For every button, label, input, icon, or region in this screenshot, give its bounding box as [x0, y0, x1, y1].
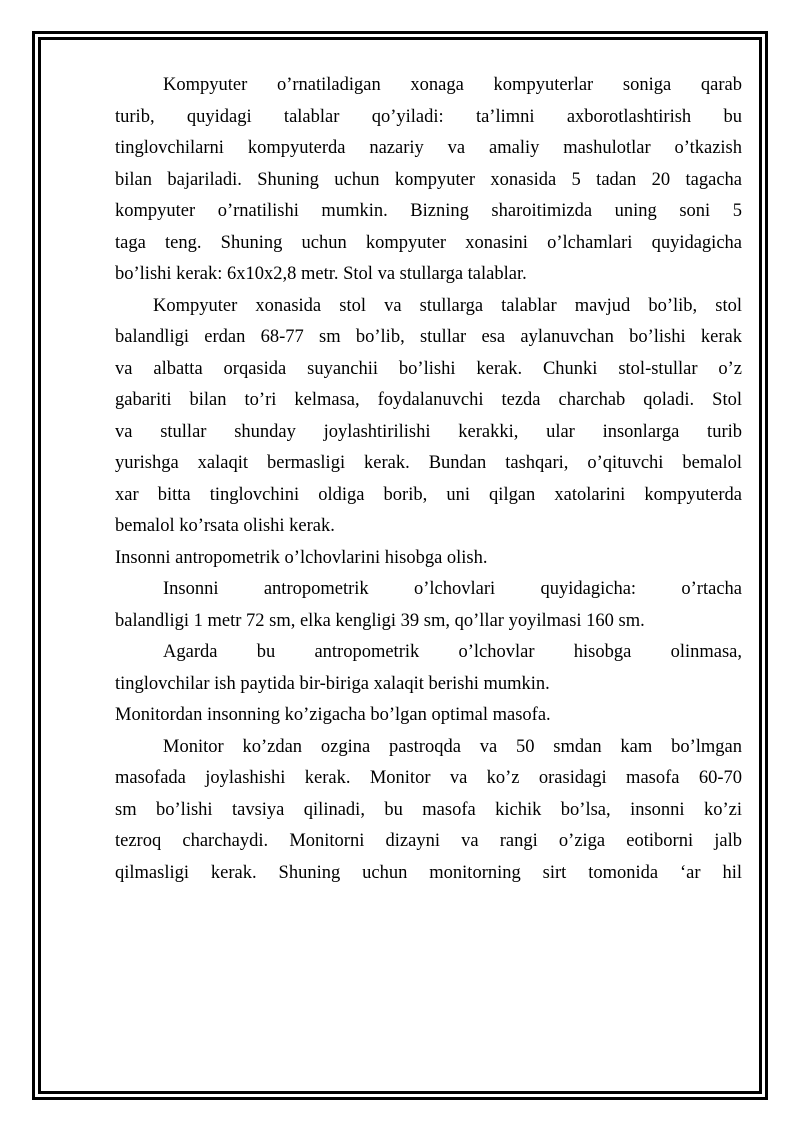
text-line: sm bo’lishi tavsiya qilinadi, bu masofa kichik bo’lsa, insonni ko’zi [115, 799, 742, 820]
text-line: Insonni antropometrik o’lchovlari quyidagicha: o’rtacha [163, 579, 742, 599]
text-line: Kompyuter xonasida stol va stullarga talablar mavjud bo’lib, stol [153, 295, 742, 316]
text-line: yurishga xalaqit bermasligi kerak. Bundan tashqari, o’qituvchi bemalol [115, 453, 742, 473]
section-heading: Monitordan insonning ko’zigacha bo’lgan optimal masofa. [115, 705, 551, 725]
text-line: Kompyuter o’rnatiladigan xonaga kompyuterlar soniga qarab [163, 75, 742, 95]
document-body [115, 70, 742, 889]
text-line: gabariti bilan to’ri kelmasa, foydalanuvchi tezda charchab qoladi. Stol [115, 390, 742, 410]
text-line: turib, quyidagi talablar qo’yiladi: ta’limni axborotlashtirish bu [115, 106, 742, 127]
text-line: xar bitta tinglovchini oldiga borib, uni qilgan xatolarini kompyuterda [115, 484, 742, 505]
text-line: taga teng. Shuning uchun kompyuter xonasini o’lchamlari quyidagicha [115, 232, 742, 253]
text-line: va stullar shunday joylashtirilishi kerakki, ular insonlarga turib [115, 421, 742, 442]
text-line: Agarda bu antropometrik o’lchovlar hisobga olinmasa, [163, 642, 742, 662]
text-line: tinglovchilar ish paytida bir-biriga xalaqit berishi mumkin. [115, 673, 550, 694]
text-line: va albatta orqasida suyanchii bo’lishi kerak. Chunki stol-stullar o’z [115, 358, 742, 379]
text-line: masofada joylashishi kerak. Monitor va ko’z orasidagi masofa 60-70 [115, 768, 742, 788]
text-line: bilan bajariladi. Shuning uchun kompyuter xonasida 5 tadan 20 tagacha [115, 169, 742, 190]
text-line: qilmasligi kerak. Shuning uchun monitorning sirt tomonida ‘ar hil [115, 862, 742, 883]
text-line: Monitor ko’zdan ozgina pastroqda va 50 smdan kam bo’lmgan [163, 736, 742, 757]
section-heading: Insonni antropometrik o’lchovlarini hisobga olish. [115, 547, 488, 568]
text-line: bemalol ko’rsata olishi kerak. [115, 516, 335, 536]
text-line: balandligi erdan 68-77 sm bo’lib, stullar esa aylanuvchan bo’lishi kerak [115, 327, 742, 347]
text-line: tezroq charchaydi. Monitorni dizayni va rangi o’ziga eotiborni jalb [115, 831, 742, 851]
text-line: bo’lishi kerak: 6x10x2,8 metr. Stol va stullarga talablar. [115, 264, 527, 284]
text-line: kompyuter o’rnatilishi mumkin. Bizning sharoitimizda uning soni 5 [115, 201, 742, 221]
text-line: tinglovchilarni kompyuterda nazariy va amaliy mashulotlar o’tkazish [115, 138, 742, 158]
text-line: balandligi 1 metr 72 sm, elka kengligi 39 sm, qo’llar yoyilmasi 160 sm. [115, 610, 645, 631]
